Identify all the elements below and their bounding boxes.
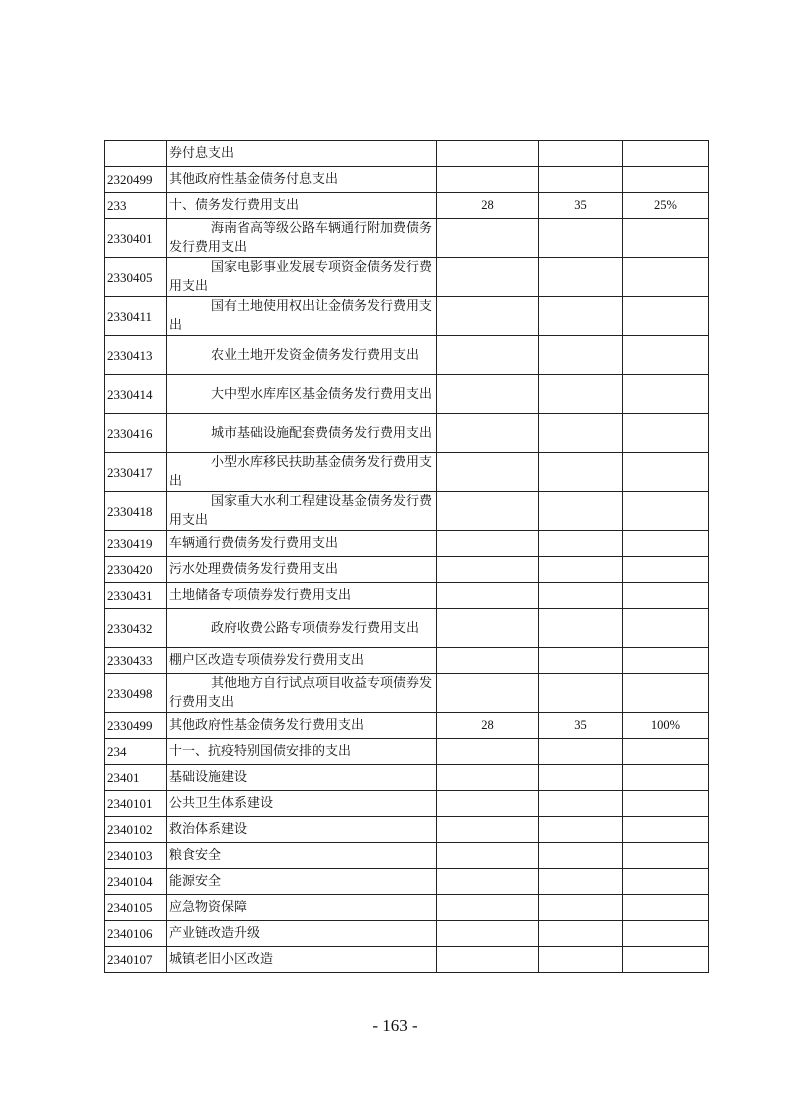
row-name: 十、债务发行费用支出	[167, 193, 437, 219]
row-code	[105, 141, 167, 167]
row-name: 券付息支出	[167, 141, 437, 167]
row-value-a	[437, 648, 539, 674]
row-name: 其他政府性基金债务付息支出	[167, 167, 437, 193]
row-code: 2330418	[105, 492, 167, 531]
row-code: 234	[105, 739, 167, 765]
row-value-a	[437, 531, 539, 557]
row-value-a	[437, 492, 539, 531]
row-value-c	[623, 739, 709, 765]
table-row	[105, 258, 709, 297]
row-value-c	[623, 141, 709, 167]
row-value-a	[437, 453, 539, 492]
row-value-b	[539, 869, 623, 895]
row-value-c	[623, 648, 709, 674]
row-value-b: 35	[539, 193, 623, 219]
row-value-b	[539, 557, 623, 583]
row-value-a	[437, 921, 539, 947]
row-value-a	[437, 141, 539, 167]
row-code: 2330414	[105, 375, 167, 414]
row-value-b	[539, 336, 623, 375]
row-name: 能源安全	[167, 869, 437, 895]
row-name: 土地储备专项债券发行费用支出	[167, 583, 437, 609]
row-value-a	[437, 336, 539, 375]
row-value-c	[623, 947, 709, 973]
table-row	[105, 791, 709, 817]
row-value-a: 28	[437, 193, 539, 219]
page-number: - 163 -	[372, 1016, 418, 1035]
row-name: 农业土地开发资金债务发行费用支出	[167, 336, 437, 375]
table-row	[105, 609, 709, 648]
row-name: 小型水库移民扶助基金债务发行费用支出	[167, 453, 437, 492]
row-name: 棚户区改造专项债券发行费用支出	[167, 648, 437, 674]
table-row	[105, 375, 709, 414]
row-value-c	[623, 791, 709, 817]
row-value-b	[539, 739, 623, 765]
row-value-b	[539, 674, 623, 713]
row-name: 大中型水库库区基金债务发行费用支出	[167, 375, 437, 414]
row-value-a	[437, 609, 539, 648]
row-code: 2340103	[105, 843, 167, 869]
row-value-b	[539, 167, 623, 193]
table-row	[105, 674, 709, 713]
table-row	[105, 921, 709, 947]
budget-table-container	[104, 140, 708, 973]
row-code: 2330420	[105, 557, 167, 583]
row-value-c	[623, 531, 709, 557]
row-value-c	[623, 765, 709, 791]
row-value-b	[539, 297, 623, 336]
table-row	[105, 557, 709, 583]
budget-table	[104, 140, 709, 973]
row-code: 2330413	[105, 336, 167, 375]
row-name: 污水处理费债务发行费用支出	[167, 557, 437, 583]
row-code: 2330431	[105, 583, 167, 609]
row-code: 2330498	[105, 674, 167, 713]
row-value-b	[539, 492, 623, 531]
row-value-c	[623, 336, 709, 375]
row-code: 2340107	[105, 947, 167, 973]
row-name: 海南省高等级公路车辆通行附加费债务发行费用支出	[167, 219, 437, 258]
table-row	[105, 648, 709, 674]
row-value-a	[437, 895, 539, 921]
table-row	[105, 453, 709, 492]
row-value-a	[437, 791, 539, 817]
row-name: 公共卫生体系建设	[167, 791, 437, 817]
row-code: 2340105	[105, 895, 167, 921]
row-code: 2330417	[105, 453, 167, 492]
row-code: 2330411	[105, 297, 167, 336]
row-code: 2330499	[105, 713, 167, 739]
row-name: 国家重大水利工程建设基金债务发行费用支出	[167, 492, 437, 531]
row-value-a	[437, 375, 539, 414]
row-value-a	[437, 947, 539, 973]
row-code: 2320499	[105, 167, 167, 193]
row-value-b	[539, 258, 623, 297]
row-value-c	[623, 895, 709, 921]
row-value-c	[623, 258, 709, 297]
row-code: 2340101	[105, 791, 167, 817]
row-value-a	[437, 219, 539, 258]
row-value-b	[539, 791, 623, 817]
row-name: 其他地方自行试点项目收益专项债券发行费用支出	[167, 674, 437, 713]
row-value-a	[437, 297, 539, 336]
row-value-b	[539, 921, 623, 947]
row-value-a	[437, 557, 539, 583]
row-name: 国家电影事业发展专项资金债务发行费用支出	[167, 258, 437, 297]
row-value-c	[623, 219, 709, 258]
row-code: 2330416	[105, 414, 167, 453]
row-value-b	[539, 141, 623, 167]
row-value-a	[437, 843, 539, 869]
table-row	[105, 219, 709, 258]
row-value-b	[539, 375, 623, 414]
row-name: 政府收费公路专项债券发行费用支出	[167, 609, 437, 648]
row-code: 2330405	[105, 258, 167, 297]
table-row	[105, 336, 709, 375]
row-value-a	[437, 817, 539, 843]
row-code: 2330432	[105, 609, 167, 648]
row-code: 23401	[105, 765, 167, 791]
table-row	[105, 297, 709, 336]
table-row	[105, 414, 709, 453]
row-value-b	[539, 219, 623, 258]
row-value-c	[623, 674, 709, 713]
row-value-a: 28	[437, 713, 539, 739]
row-value-b	[539, 531, 623, 557]
table-body	[105, 141, 709, 973]
row-value-a	[437, 583, 539, 609]
row-code: 2330401	[105, 219, 167, 258]
row-name: 其他政府性基金债务发行费用支出	[167, 713, 437, 739]
row-code: 2340104	[105, 869, 167, 895]
row-name: 城镇老旧小区改造	[167, 947, 437, 973]
table-row	[105, 817, 709, 843]
row-value-c	[623, 921, 709, 947]
row-value-b	[539, 765, 623, 791]
row-value-c	[623, 609, 709, 648]
row-value-b	[539, 648, 623, 674]
row-value-c	[623, 557, 709, 583]
row-value-a	[437, 414, 539, 453]
table-row	[105, 167, 709, 193]
table-row	[105, 895, 709, 921]
row-value-c	[623, 375, 709, 414]
row-value-b: 35	[539, 713, 623, 739]
table-row	[105, 141, 709, 167]
row-value-b	[539, 895, 623, 921]
row-value-a	[437, 765, 539, 791]
row-name: 粮食安全	[167, 843, 437, 869]
row-value-c	[623, 583, 709, 609]
row-value-a	[437, 869, 539, 895]
table-row	[105, 492, 709, 531]
row-name: 车辆通行费债务发行费用支出	[167, 531, 437, 557]
row-value-b	[539, 817, 623, 843]
row-value-b	[539, 947, 623, 973]
row-name: 城市基础设施配套费债务发行费用支出	[167, 414, 437, 453]
table-row	[105, 583, 709, 609]
table-row	[105, 193, 709, 219]
table-row	[105, 713, 709, 739]
row-value-c	[623, 843, 709, 869]
table-row	[105, 739, 709, 765]
row-value-b	[539, 609, 623, 648]
row-name: 基础设施建设	[167, 765, 437, 791]
row-code: 2340106	[105, 921, 167, 947]
row-name: 国有土地使用权出让金债务发行费用支出	[167, 297, 437, 336]
row-value-c	[623, 297, 709, 336]
row-value-c	[623, 167, 709, 193]
row-value-b	[539, 453, 623, 492]
row-value-c	[623, 869, 709, 895]
row-value-c: 100%	[623, 713, 709, 739]
row-value-c	[623, 817, 709, 843]
row-value-a	[437, 739, 539, 765]
row-name: 应急物资保障	[167, 895, 437, 921]
row-name: 产业链改造升级	[167, 921, 437, 947]
row-value-a	[437, 167, 539, 193]
table-row	[105, 947, 709, 973]
row-value-c	[623, 453, 709, 492]
table-row	[105, 531, 709, 557]
row-code: 2340102	[105, 817, 167, 843]
row-code: 2330433	[105, 648, 167, 674]
row-value-c: 25%	[623, 193, 709, 219]
row-code: 2330419	[105, 531, 167, 557]
row-value-a	[437, 258, 539, 297]
row-name: 救治体系建设	[167, 817, 437, 843]
row-value-b	[539, 583, 623, 609]
row-name: 十一、抗疫特别国债安排的支出	[167, 739, 437, 765]
table-row	[105, 765, 709, 791]
row-value-a	[437, 674, 539, 713]
row-value-c	[623, 414, 709, 453]
row-code: 233	[105, 193, 167, 219]
table-row	[105, 869, 709, 895]
row-value-b	[539, 843, 623, 869]
table-row	[105, 843, 709, 869]
row-value-c	[623, 492, 709, 531]
row-value-b	[539, 414, 623, 453]
